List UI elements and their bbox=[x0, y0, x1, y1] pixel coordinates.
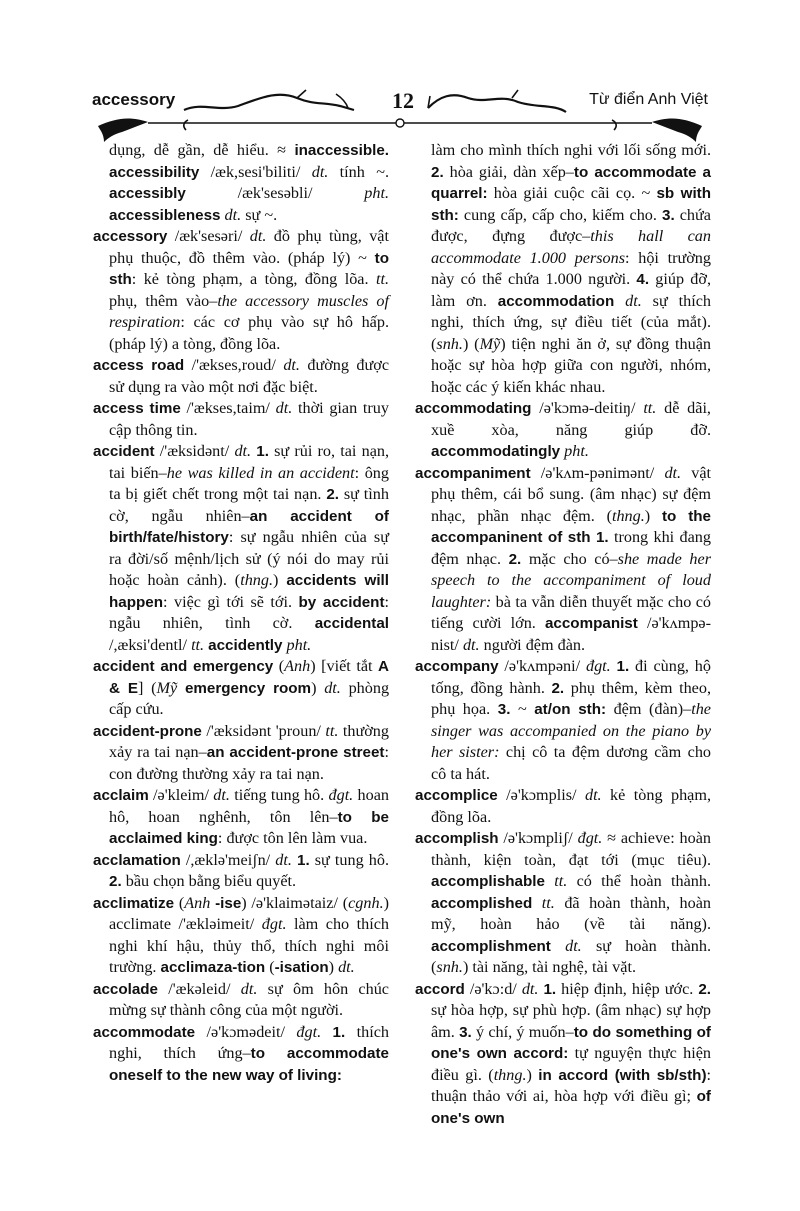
entry-text: sự ôm hôn chúc mừng sự thành công của một người. bbox=[109, 979, 389, 1019]
bold-phrase: -isation bbox=[274, 959, 329, 976]
italic-text: dt. bbox=[625, 291, 642, 310]
bold-phrase: acclimaza-tion bbox=[160, 959, 266, 976]
bold-phrase: 1. bbox=[332, 1023, 346, 1041]
italic-text: dt. bbox=[224, 205, 242, 224]
entry-text: ) bbox=[273, 571, 287, 589]
dictionary-entry bbox=[93, 979, 389, 1022]
dictionary-entry bbox=[93, 656, 389, 721]
dictionary-entry bbox=[93, 1022, 389, 1087]
entry-text: cung cấp, cấp cho, kiếm cho. bbox=[458, 205, 662, 224]
entry-text: trong khi đang đệm nhạc. bbox=[431, 528, 711, 568]
bold-phrase: 2. bbox=[551, 679, 565, 697]
italic-text: tt. bbox=[554, 872, 568, 890]
entry-text: kẻ tòng phạm, đồng lõa. bbox=[431, 786, 711, 826]
bold-phrase: emergency room bbox=[184, 679, 312, 697]
italic-text: dt. bbox=[521, 979, 539, 998]
entry-text: : các cơ phụ vào sự hô hấp. (pháp lý) a tòng, đồng lõa. bbox=[109, 313, 389, 353]
dictionary-entry bbox=[93, 441, 389, 656]
entry-text: người đệm đàn. bbox=[479, 635, 586, 654]
right-column bbox=[415, 140, 711, 1129]
entry-text: hòa giải, dàn xếp– bbox=[443, 162, 574, 181]
entry-text: tiếng tung hô. bbox=[229, 786, 329, 804]
headword: accolade bbox=[93, 980, 159, 998]
italic-text: Anh bbox=[184, 893, 211, 912]
italic-text: he was killed in an accident bbox=[166, 463, 355, 482]
entry-text: sự hoàn thành. ( bbox=[431, 936, 711, 976]
italic-text: snh. bbox=[436, 334, 463, 353]
italic-text: pht. bbox=[364, 184, 389, 202]
entry-text: /ə'kleim/ bbox=[148, 786, 214, 804]
bold-phrase: 1. bbox=[297, 851, 310, 869]
headword: accompaniment bbox=[415, 464, 531, 482]
dictionary-entry bbox=[415, 828, 711, 979]
entry-text: /ə'kɔmə-deitiŋ/ bbox=[531, 399, 644, 417]
entry-text: ) bbox=[644, 506, 662, 525]
headword: acclimatize bbox=[93, 894, 175, 912]
entry-text: ( bbox=[273, 657, 285, 675]
entry-text: /ə'kʌm-pənimənt/ bbox=[530, 463, 665, 482]
italic-text: dt. bbox=[275, 399, 293, 417]
bold-phrase: accidents will happen bbox=[109, 572, 389, 611]
entry-continuation bbox=[415, 140, 711, 398]
headword: acclaim bbox=[93, 787, 149, 804]
entry-text bbox=[545, 872, 554, 890]
bold-phrase: inaccessible. bbox=[294, 142, 389, 159]
entry-text: ≈ achieve: hoàn thành, kiện toàn, đạt tới (mục tiêu). bbox=[431, 829, 711, 869]
bold-phrase: A & E bbox=[109, 658, 389, 697]
entry-text: chứa được, đựng được– bbox=[431, 205, 711, 245]
entry-text: /'ækəleid/ bbox=[158, 979, 241, 998]
dictionary-entry bbox=[93, 226, 389, 355]
bold-phrase: to sth bbox=[109, 249, 389, 288]
italic-text: dt. bbox=[234, 442, 252, 460]
italic-text: snh. bbox=[436, 958, 463, 976]
italic-text: dt. bbox=[584, 786, 602, 804]
bold-phrase: an accident of birth/fate/history bbox=[109, 507, 389, 546]
dictionary-entry bbox=[415, 785, 711, 828]
italic-text: đgt. bbox=[261, 915, 287, 933]
bold-phrase: accommodatingly bbox=[431, 443, 561, 460]
entry-text: ) acclimate /'ækləimeit/ bbox=[109, 893, 390, 933]
entry-text: bầu chọn bằng biểu quyết. bbox=[121, 872, 297, 890]
italic-text: tt. bbox=[541, 893, 555, 912]
dictionary-entry bbox=[93, 893, 389, 979]
bold-phrase: in accord (with sb/sth) bbox=[538, 1066, 707, 1084]
bold-phrase: 1. bbox=[256, 443, 269, 460]
entry-text: đồ phụ tùng, vật phụ thuộc, đồ thêm vào. (pháp lý) ~ bbox=[109, 227, 389, 267]
bold-phrase: accidently bbox=[208, 636, 283, 654]
bold-phrase: accomplished bbox=[431, 894, 533, 912]
italic-text: Mỹ bbox=[156, 678, 178, 697]
entry-text: phụ thêm, kèm theo, phụ họa. bbox=[431, 678, 711, 718]
entry-text: sự thích nghi, thích ứng, sự điều tiết (của mắt). ( bbox=[431, 291, 711, 353]
italic-text: đgt. bbox=[577, 829, 603, 847]
entry-text: đường được sử dụng ra vào một nơi đặc biệt. bbox=[109, 356, 389, 396]
italic-text: tt. bbox=[643, 399, 657, 417]
entry-text: tự nguyện thực hiện điều gì. ( bbox=[431, 1044, 711, 1084]
entry-text: /æk'sesəbli/ bbox=[185, 184, 365, 202]
headword: acclamation bbox=[93, 851, 181, 869]
entry-text: ) tài năng, tài nghệ, tài vặt. bbox=[462, 958, 636, 976]
italic-text: đgt. bbox=[296, 1022, 322, 1041]
dictionary-entry bbox=[93, 355, 389, 398]
dictionary-title: Từ điển Anh Việt bbox=[589, 91, 708, 108]
entry-text: hiệp định, hiệp ước. bbox=[556, 979, 699, 998]
bold-phrase: accessibly bbox=[109, 185, 186, 202]
italic-text: dt. bbox=[249, 227, 267, 245]
italic-text: dt. bbox=[283, 356, 300, 374]
headword: access time bbox=[93, 400, 181, 417]
entry-text: thường xảy ra tai nạn– bbox=[109, 721, 389, 761]
italic-text: dt. bbox=[311, 162, 329, 181]
entry-text: hòa giải cuộc cãi cọ. ~ bbox=[487, 184, 657, 202]
entry-text: : hội trường này có thể chứa 1.000 người. bbox=[431, 248, 711, 288]
dictionary-entry bbox=[415, 398, 711, 463]
entry-text bbox=[321, 1023, 332, 1041]
italic-text: dt. bbox=[240, 979, 258, 998]
italic-text: tt. bbox=[325, 721, 339, 740]
entry-text: sự tình cờ, ngẫu nhiên– bbox=[109, 485, 389, 525]
entry-text: có thể hoàn thành. bbox=[567, 872, 712, 890]
italic-text: thng. bbox=[611, 506, 645, 525]
entry-text: làm cho mình thích nghi với lối sống mới. bbox=[431, 141, 711, 159]
dictionary-entry bbox=[93, 721, 389, 786]
dictionary-entry bbox=[93, 850, 389, 893]
bold-phrase: accidental bbox=[314, 615, 389, 632]
entry-text: tính ~. bbox=[328, 162, 389, 181]
bold-phrase: to be acclaimed king bbox=[109, 808, 389, 847]
entry-text: thích nghi, thích ứng– bbox=[109, 1022, 389, 1062]
entry-text: vật phụ thêm, cái bổ sung. (âm nhạc) sự đệm nhạc, phần nhạc đệm. ( bbox=[431, 463, 711, 525]
bold-phrase: to accommodate oneself to the new way of living: bbox=[109, 1045, 389, 1084]
entry-text: /,æklə'meiʃn/ bbox=[180, 850, 276, 869]
italic-text: tt. bbox=[191, 635, 205, 654]
italic-text: the accessory muscles of respiration bbox=[109, 291, 389, 331]
entry-text: /æk'sesəri/ bbox=[167, 227, 250, 245]
entry-text: mặc cho có– bbox=[521, 549, 618, 568]
entry-text: chị cô ta đệm dương cầm cho cô ta hát. bbox=[431, 743, 712, 783]
entry-text: /ə'kɔmpliʃ/ bbox=[498, 829, 578, 847]
bold-phrase: 1. bbox=[543, 980, 557, 998]
entry-text: ) [viết tắt bbox=[310, 657, 379, 675]
entry-text: làm cho thích nghi khí hậu, thủy thổ, thích nghi môi trường. bbox=[109, 915, 390, 976]
entry-text: : thuận thảo với ai, hòa hợp với điều gì; bbox=[431, 1065, 711, 1105]
entry-text: ) tiện nghi ăn ở, sự đồng thuận hoặc sự hòa hợp giữa con người, nhóm, hoặc các ý kiến khác nhau. bbox=[431, 334, 711, 396]
italic-text: thng. bbox=[240, 571, 274, 589]
italic-text: đgt. bbox=[328, 786, 354, 804]
bold-phrase: accessibility bbox=[109, 163, 200, 181]
entry-text: thời gian truy cập thông tin. bbox=[109, 399, 389, 439]
dictionary-entry bbox=[93, 785, 389, 850]
entry-text: sự ~. bbox=[241, 205, 278, 224]
headword: accomplice bbox=[415, 787, 498, 804]
entry-text: sự rủi ro, tai nạn, tai biến– bbox=[109, 442, 390, 482]
entry-text: /æk,sesi'biliti/ bbox=[199, 162, 312, 181]
entry-continuation bbox=[93, 140, 389, 226]
entry-text: /ə'kʌmpə-nist/ bbox=[431, 614, 711, 654]
entry-text: : ông ta bị giết chết trong một tai nạn. bbox=[109, 463, 389, 503]
entry-text: ý chí, ý muốn– bbox=[471, 1022, 574, 1041]
entry-text: : con đường thường xảy ra tai nạn. bbox=[109, 743, 389, 783]
entry-text: : kẻ tòng phạm, a tòng, đồng lõa. bbox=[131, 270, 376, 288]
bold-phrase: at/on sth: bbox=[534, 701, 607, 718]
bold-phrase: 3. bbox=[497, 701, 511, 718]
entry-text: : việc gì tới sẽ tới. bbox=[163, 592, 299, 611]
bold-phrase: accessibleness bbox=[109, 206, 221, 224]
bold-phrase: 4. bbox=[636, 271, 650, 288]
entry-text: /'æksidənt/ bbox=[154, 442, 235, 460]
italic-text: she made her speech to the accompaniment of loud laughter: bbox=[431, 549, 711, 611]
entry-text: /'æksidənt 'proun/ bbox=[201, 721, 326, 740]
entry-text: dễ dãi, xuề xòa, năng giúp đỡ. bbox=[431, 399, 711, 439]
entry-text: ( bbox=[174, 893, 185, 912]
bold-phrase: 1. bbox=[595, 529, 609, 546]
italic-text: thng. bbox=[493, 1065, 527, 1084]
headword: accompany bbox=[415, 658, 499, 675]
bold-phrase: to accommodate a quarrel: bbox=[431, 163, 711, 202]
entry-text: ) ( bbox=[462, 334, 480, 353]
entry-text: /,æksi'dentl/ bbox=[109, 635, 192, 654]
italic-text: pht. bbox=[564, 442, 589, 460]
italic-text: Anh bbox=[284, 657, 311, 675]
italic-text: dt. bbox=[275, 850, 292, 869]
bold-phrase: 2. bbox=[431, 163, 444, 181]
bold-phrase: accompanist bbox=[544, 615, 638, 632]
bold-phrase: of one's own bbox=[431, 1088, 711, 1127]
bold-phrase: to do something of one's own accord: bbox=[431, 1023, 711, 1062]
entry-text: hoan hô, hoan nghênh, tôn lên– bbox=[109, 786, 389, 826]
italic-text: dt. bbox=[664, 463, 682, 482]
entry-text: sự hòa hợp, sự phù hợp. (âm nhạc) sự hợp âm. bbox=[431, 1001, 711, 1041]
italic-text: tt. bbox=[375, 270, 389, 288]
entry-text bbox=[177, 679, 185, 697]
entry-text: : được tôn lên làm vua. bbox=[217, 829, 368, 847]
bold-phrase: 3. bbox=[662, 206, 675, 224]
bold-phrase: -ise bbox=[215, 894, 242, 912]
bold-phrase: 2. bbox=[109, 873, 122, 890]
page-number: 12 bbox=[392, 88, 414, 113]
italic-text: dt. bbox=[338, 958, 355, 976]
entry-text: /ə'kɔ:d/ bbox=[464, 979, 522, 998]
bold-phrase: 1. bbox=[616, 658, 630, 675]
entry-text: : ngẫu nhiên, tình cờ. bbox=[109, 592, 389, 632]
entry-text: giúp đỡ, làm ơn. bbox=[431, 270, 711, 310]
entry-text: /'ækses,taim/ bbox=[180, 399, 276, 417]
entry-text: /ə'kʌmpəni/ bbox=[498, 657, 586, 675]
italic-text: dt. bbox=[565, 936, 582, 955]
entry-text: ) bbox=[328, 958, 339, 976]
dictionary-entry bbox=[415, 463, 711, 657]
headword: access road bbox=[93, 357, 185, 374]
bold-phrase: 2. bbox=[326, 486, 340, 503]
entry-text: đã hoàn thành, hoàn mỹ, hoàn hảo (về tài năng). bbox=[431, 893, 711, 933]
italic-text: dt. bbox=[462, 635, 480, 654]
italic-text: dt. bbox=[213, 786, 230, 804]
entry-text: ~ bbox=[510, 700, 535, 718]
entry-text bbox=[614, 292, 625, 310]
entry-text bbox=[532, 894, 541, 912]
headword: accommodating bbox=[415, 400, 532, 417]
bold-phrase: an accident-prone street bbox=[206, 744, 385, 761]
left-column bbox=[93, 140, 389, 1086]
bold-phrase: 2. bbox=[698, 980, 712, 998]
dictionary-entry bbox=[415, 979, 711, 1130]
entry-text: sự tung hô. bbox=[309, 850, 390, 869]
entry-text: ) /ə'klaimətaiz/ ( bbox=[241, 893, 349, 912]
entry-text bbox=[551, 937, 565, 955]
bold-phrase: 2. bbox=[508, 550, 522, 568]
bold-phrase: by accident bbox=[298, 593, 385, 611]
headword: accident and emergency bbox=[93, 658, 274, 675]
headword: accomplish bbox=[415, 830, 499, 847]
entry-text: ) bbox=[311, 678, 325, 697]
entry-text: ] ( bbox=[138, 678, 157, 697]
italic-text: the singer was accompanied on the piano by her sister: bbox=[431, 700, 711, 761]
headword: accessory bbox=[93, 228, 168, 245]
italic-text: this hall can accommodate 1.000 persons bbox=[431, 227, 711, 267]
entry-text: phòng cấp cứu. bbox=[109, 678, 390, 718]
guide-word: accessory bbox=[92, 90, 176, 109]
bold-phrase: 3. bbox=[459, 1023, 472, 1041]
bold-phrase: accomplishable bbox=[431, 873, 545, 890]
entry-text: /'ækses,roud/ bbox=[184, 356, 284, 374]
bold-phrase: accomplishment bbox=[431, 937, 551, 955]
italic-text: pht. bbox=[286, 635, 312, 654]
entry-text: phụ, thêm vào– bbox=[109, 291, 218, 310]
headword: accord bbox=[415, 980, 465, 998]
page-header bbox=[92, 88, 708, 118]
entry-text: /ə'kɔmplis/ bbox=[497, 786, 585, 804]
entry-text: bà ta vẫn diễn thuyết mặc cho có tiếng cười lớn. bbox=[431, 592, 711, 632]
entry-text: ) bbox=[526, 1065, 539, 1084]
bold-phrase: to the accompaninent of sth bbox=[431, 507, 711, 546]
entry-text: /ə'kɔmədeit/ bbox=[195, 1022, 297, 1041]
entry-text: đệm (đàn)– bbox=[606, 700, 692, 718]
entry-text: ( bbox=[265, 958, 275, 976]
italic-text: Mỹ bbox=[479, 334, 501, 353]
dictionary-entry bbox=[93, 398, 389, 441]
headword: accident-prone bbox=[93, 722, 202, 740]
headword: accommodate bbox=[93, 1023, 196, 1041]
entry-text: đi cùng, hộ tống, đồng hành. bbox=[431, 657, 711, 697]
headword: accident bbox=[93, 443, 155, 460]
italic-text: dt. bbox=[324, 678, 341, 697]
italic-text: cgnh. bbox=[348, 893, 384, 912]
italic-text: đgt. bbox=[585, 657, 611, 675]
dictionary-entry bbox=[415, 656, 711, 785]
entry-text: dụng, dễ gần, dễ hiểu. ≈ bbox=[109, 141, 295, 159]
bold-phrase: accommodation bbox=[497, 292, 615, 310]
entry-text: : sự ngẫu nhiên của sự ra đời/số mệnh/lịch sử (ý nói do may rủi hoặc hoàn cảnh). ( bbox=[109, 528, 389, 589]
bold-phrase: sb with sth: bbox=[431, 185, 712, 224]
